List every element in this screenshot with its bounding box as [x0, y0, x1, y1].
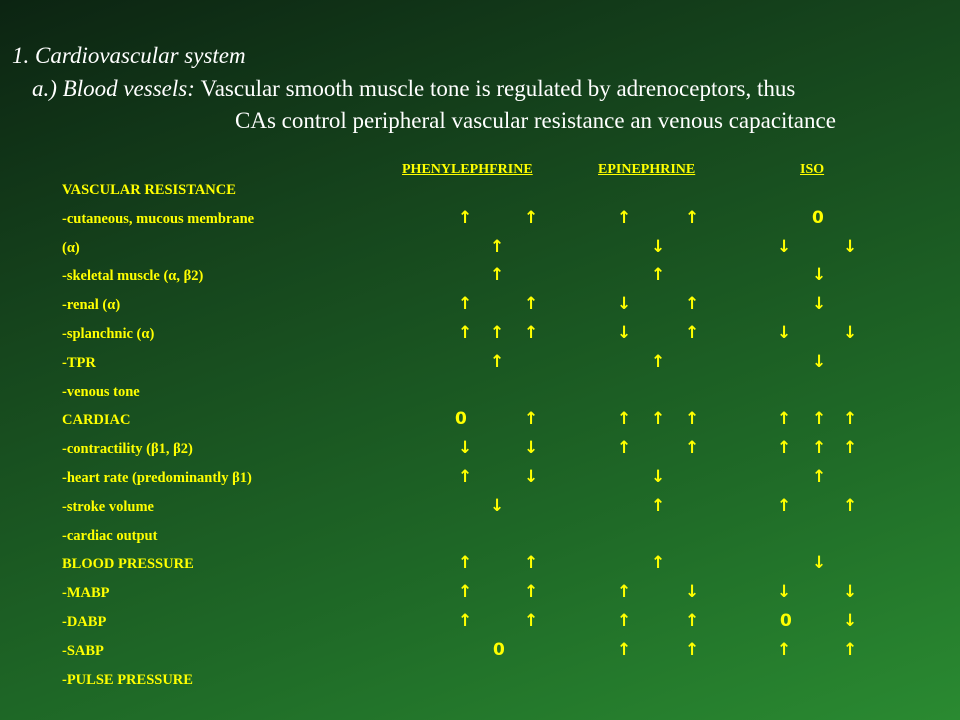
row-label: -DABP [62, 614, 107, 630]
arrow-down-icon: ↓ [524, 438, 539, 459]
arrow-up-icon: ↑ [843, 438, 858, 459]
arrow-up-icon: ↑ [651, 409, 666, 430]
arrow-down-icon: ↓ [685, 582, 700, 603]
intro-line-1: Vascular smooth muscle tone is regulated by adrenoceptors, thus [200, 76, 796, 101]
arrow-up-icon: ↑ [458, 553, 473, 574]
arrow-up-icon: ↑ [458, 582, 473, 603]
column-header-iso: ISO [800, 162, 825, 177]
arrow-up-icon: ↑ [617, 438, 632, 459]
arrow-up-icon: ↑ [524, 294, 539, 315]
arrow-up-icon: ↑ [524, 611, 539, 631]
arrow-down-icon: ↓ [617, 294, 632, 315]
arrow-up-icon: ↑ [490, 323, 505, 343]
subsection-line [32, 76, 795, 102]
row-label: -stroke volume [62, 498, 154, 515]
zero-value: 0 [493, 639, 505, 660]
arrow-down-icon: ↓ [812, 265, 827, 286]
arrow-down-icon: ↓ [651, 236, 666, 257]
arrow-up-icon: ↑ [458, 467, 473, 487]
arrow-up-icon: ↑ [843, 409, 858, 430]
row-label: -MABP [62, 585, 110, 602]
arrow-up-icon: ↑ [651, 495, 666, 516]
arrow-up-icon: ↑ [490, 351, 505, 372]
row-label: -cardiac output [62, 527, 158, 544]
arrow-down-icon: ↓ [812, 553, 827, 574]
arrow-up-icon: ↑ [651, 351, 666, 372]
arrow-up-icon: ↑ [458, 207, 473, 228]
column-header-phenylephrine: PHENYLEPHFRINE [402, 162, 533, 177]
arrow-up-icon: ↑ [490, 236, 505, 257]
arrow-up-icon: ↑ [524, 553, 539, 574]
arrow-up-icon: ↑ [524, 323, 539, 343]
arrow-up-icon: ↑ [490, 265, 505, 286]
arrow-down-icon: ↓ [617, 323, 632, 343]
arrow-up-icon: ↑ [685, 611, 700, 631]
row-label: -skeletal muscle (α, β2) [62, 268, 204, 285]
arrow-up-icon: ↑ [812, 409, 827, 430]
row-label: -TPR [62, 354, 96, 371]
arrow-down-icon: ↓ [458, 438, 473, 459]
arrow-up-icon: ↑ [524, 409, 539, 430]
arrow-down-icon: ↓ [524, 467, 539, 487]
row-label: -contractility (β1, β2) [62, 441, 193, 458]
arrow-up-icon: ↑ [617, 207, 632, 228]
arrow-down-icon: ↓ [843, 236, 858, 257]
arrow-down-icon: ↓ [843, 611, 858, 631]
arrow-up-icon: ↑ [458, 611, 473, 631]
arrow-down-icon: ↓ [777, 236, 792, 257]
row-label: -venous tone [62, 383, 140, 400]
arrow-up-icon: ↑ [812, 467, 827, 487]
arrow-down-icon: ↓ [651, 467, 666, 487]
row-label: VASCULAR RESISTANCE [62, 182, 236, 198]
arrow-up-icon: ↑ [617, 409, 632, 430]
subsection-label: a.) Blood vessels: [32, 76, 195, 101]
row-label: (α) [62, 239, 80, 256]
intro-line-2: CAs control peripheral vascular resistance an venous capacitance [235, 108, 836, 133]
arrow-up-icon: ↑ [685, 323, 700, 343]
arrow-up-icon: ↑ [685, 438, 700, 459]
zero-value: 0 [812, 207, 824, 228]
zero-value: 0 [780, 611, 792, 631]
arrow-up-icon: ↑ [812, 438, 827, 459]
arrow-down-icon: ↓ [843, 582, 858, 603]
arrow-down-icon: ↓ [777, 582, 792, 603]
arrow-up-icon: ↑ [458, 294, 473, 315]
zero-value: 0 [455, 409, 467, 430]
arrow-up-icon: ↑ [685, 207, 700, 228]
arrow-up-icon: ↑ [843, 495, 858, 516]
section-title: 1. Cardiovascular system [12, 43, 246, 68]
row-label: CARDIAC [62, 412, 131, 429]
arrow-up-icon: ↑ [777, 639, 792, 660]
arrow-up-icon: ↑ [651, 265, 666, 286]
arrow-up-icon: ↑ [843, 639, 858, 660]
row-label: -SABP [62, 642, 104, 659]
row-label: -renal (α) [62, 297, 121, 314]
arrow-down-icon: ↓ [777, 323, 792, 343]
arrow-up-icon: ↑ [617, 582, 632, 603]
row-label: -PULSE PRESSURE [62, 671, 193, 688]
arrow-up-icon: ↑ [777, 438, 792, 459]
arrow-up-icon: ↑ [685, 409, 700, 430]
arrow-up-icon: ↑ [651, 553, 666, 574]
row-label: BLOOD PRESSURE [62, 556, 194, 573]
arrow-down-icon: ↓ [490, 495, 505, 516]
arrow-up-icon: ↑ [685, 294, 700, 315]
arrow-down-icon: ↓ [843, 323, 858, 343]
arrow-down-icon: ↓ [812, 294, 827, 315]
arrow-up-icon: ↑ [458, 323, 473, 343]
arrow-down-icon: ↓ [812, 351, 827, 372]
arrow-up-icon: ↑ [524, 582, 539, 603]
arrow-up-icon: ↑ [617, 611, 632, 631]
row-label: -cutaneous, mucous membrane [62, 210, 255, 227]
arrow-up-icon: ↑ [617, 639, 632, 660]
column-header-epinephrine: EPINEPHRINE [598, 162, 696, 177]
arrow-up-icon: ↑ [524, 207, 539, 228]
row-label: -splanchnic (α) [62, 326, 155, 342]
arrow-up-icon: ↑ [777, 495, 792, 516]
arrow-up-icon: ↑ [685, 639, 700, 660]
row-label: -heart rate (predominantly β1) [62, 470, 252, 486]
arrow-up-icon: ↑ [777, 409, 792, 430]
